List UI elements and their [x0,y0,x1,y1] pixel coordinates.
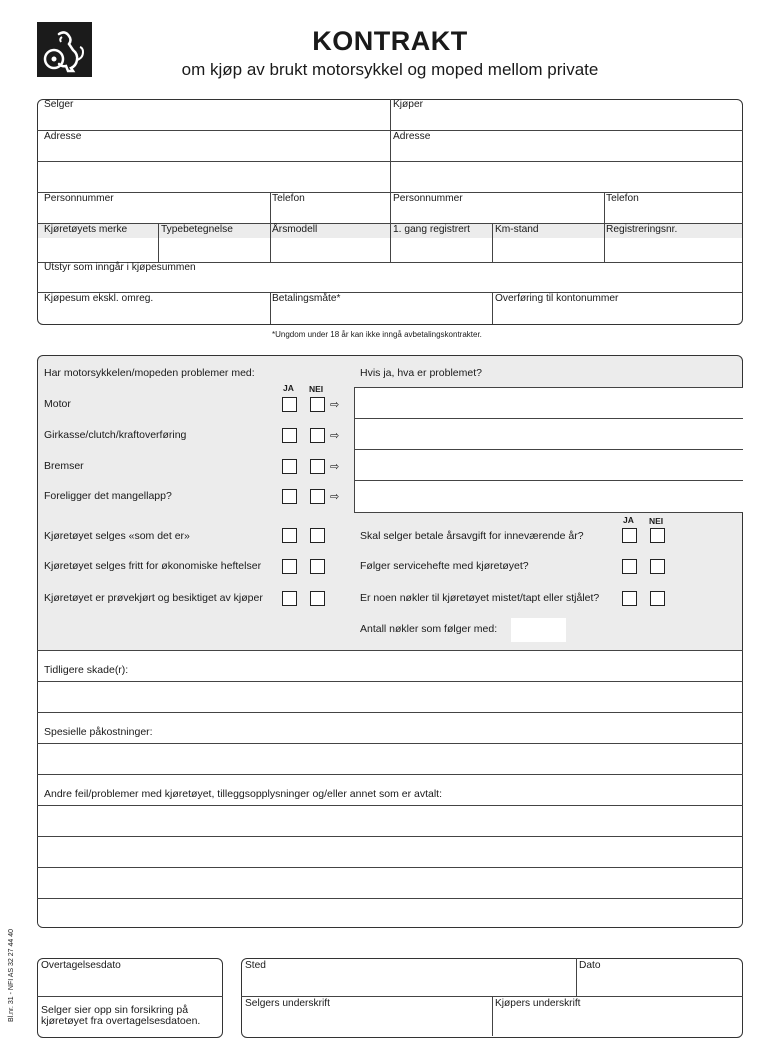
brakes-yes-checkbox[interactable] [282,459,297,474]
annual-fee-yes-checkbox[interactable] [622,528,637,543]
condition-label: Skal selger betale årsavgift for inneværende år? [360,530,584,542]
service-book-no-checkbox[interactable] [650,559,665,574]
arrow-right-icon: ⇨ [330,491,340,503]
footnote: *Ungdom under 18 år kan ikke inngå avbetalingskontrakter. [272,330,482,339]
condition-label: Kjøretøyet selges «som det er» [44,530,190,542]
condition-label: Følger servicehefte med kjøretøyet? [360,560,529,572]
no-header: NEI [309,384,324,394]
previous-damage-label[interactable]: Tidligere skade(r): [44,664,129,676]
yes-header: JA [623,515,634,525]
yes-header: JA [283,383,294,393]
equipment-field[interactable]: Utstyr som inngår i kjøpesummen [44,262,196,273]
problem-answer-motor[interactable] [354,387,743,419]
annual-fee-no-checkbox[interactable] [650,528,665,543]
brakes-no-checkbox[interactable] [310,459,325,474]
problem-answer-gearbox[interactable] [354,418,743,450]
as-is-yes-checkbox[interactable] [282,528,297,543]
date-field[interactable]: Dato [579,960,601,971]
form-number-side-text: Bl.nr. 31 - NFI AS 32 27 44 40 [8,929,15,1022]
place-field[interactable]: Sted [245,960,266,971]
service-book-yes-checkbox[interactable] [622,559,637,574]
insurance-note-line2: kjøretøyet fra overtagelsesdatoen. [41,1015,201,1027]
arrow-right-icon: ⇨ [330,399,340,411]
vehicle-type-field[interactable]: Typebetegnelse [161,224,233,235]
first-registered-field[interactable]: 1. gang registrert [393,224,471,235]
condition-label: Kjøretøyet selges fritt for økonomiske heftelser [44,560,262,572]
as-is-no-checkbox[interactable] [310,528,325,543]
if-yes-label: Hvis ja, hva er problemet? [360,367,482,379]
seller-signature-field[interactable]: Selgers underskrift [245,998,330,1009]
problem-label: Bremser [44,460,84,472]
registration-number-field[interactable]: Registreringsnr. [606,224,678,235]
problem-answer-brakes[interactable] [354,449,743,481]
page-subtitle: om kjøp av brukt motorsykkel og moped mellom private [181,60,599,79]
condition-label: Kjøretøyet er prøvekjørt og besiktiget av kjøper [44,592,263,604]
payment-method-field[interactable]: Betalingsmåte* [272,293,341,304]
problems-question: Har motorsykkelen/mopeden problemer med: [44,367,255,379]
problem-label: Motor [44,398,71,410]
other-issues-label[interactable]: Andre feil/problemer med kjøretøyet, tilleggsopplysninger og/eller annet som er avtalt: [44,788,443,800]
km-field[interactable]: Km-stand [495,224,539,235]
encumbrance-free-no-checkbox[interactable] [310,559,325,574]
insurance-note-line1: Selger sier opp sin forsikring på [41,1004,189,1016]
gearbox-yes-checkbox[interactable] [282,428,297,443]
buyer-signature-field[interactable]: Kjøpers underskrift [495,998,581,1009]
special-repairs-label[interactable]: Spesielle påkostninger: [44,726,153,738]
account-number-field[interactable]: Overføring til kontonummer [495,293,619,304]
keys-count-field[interactable] [511,618,566,642]
lost-keys-no-checkbox[interactable] [650,591,665,606]
lost-keys-yes-checkbox[interactable] [622,591,637,606]
buyer-phone-field[interactable]: Telefon [606,193,639,204]
handover-date-field[interactable]: Overtagelsesdato [41,960,121,971]
motor-yes-checkbox[interactable] [282,397,297,412]
buyer-address-field[interactable]: Adresse [393,131,431,142]
encumbrance-free-yes-checkbox[interactable] [282,559,297,574]
test-driven-yes-checkbox[interactable] [282,591,297,606]
page-title: KONTRAKT [312,26,468,56]
problem-label: Girkasse/clutch/kraftoverføring [44,429,187,441]
vehicle-year-field[interactable]: Årsmodell [272,224,318,235]
buyer-personal-number-field[interactable]: Personnummer [393,193,463,204]
arrow-right-icon: ⇨ [330,461,340,473]
seller-phone-field[interactable]: Telefon [272,193,305,204]
buyer-field[interactable]: Kjøper [393,99,424,110]
gearbox-no-checkbox[interactable] [310,428,325,443]
problem-answer-defect-notice[interactable] [354,480,743,513]
price-field[interactable]: Kjøpesum ekskl. omreg. [44,293,154,304]
defect-notice-yes-checkbox[interactable] [282,489,297,504]
defect-notice-no-checkbox[interactable] [310,489,325,504]
seller-personal-number-field[interactable]: Personnummer [44,193,114,204]
no-header: NEI [649,516,664,526]
condition-label: Er noen nøkler til kjøretøyet mistet/tapt eller stjålet? [360,592,600,604]
keys-count-label: Antall nøkler som følger med: [360,623,498,635]
test-driven-no-checkbox[interactable] [310,591,325,606]
motor-no-checkbox[interactable] [310,397,325,412]
seller-field[interactable]: Selger [44,99,74,110]
seller-address-field[interactable]: Adresse [44,131,82,142]
vehicle-make-field[interactable]: Kjøretøyets merke [44,224,128,235]
arrow-right-icon: ⇨ [330,430,340,442]
problem-label: Foreligger det mangellapp? [44,490,172,502]
